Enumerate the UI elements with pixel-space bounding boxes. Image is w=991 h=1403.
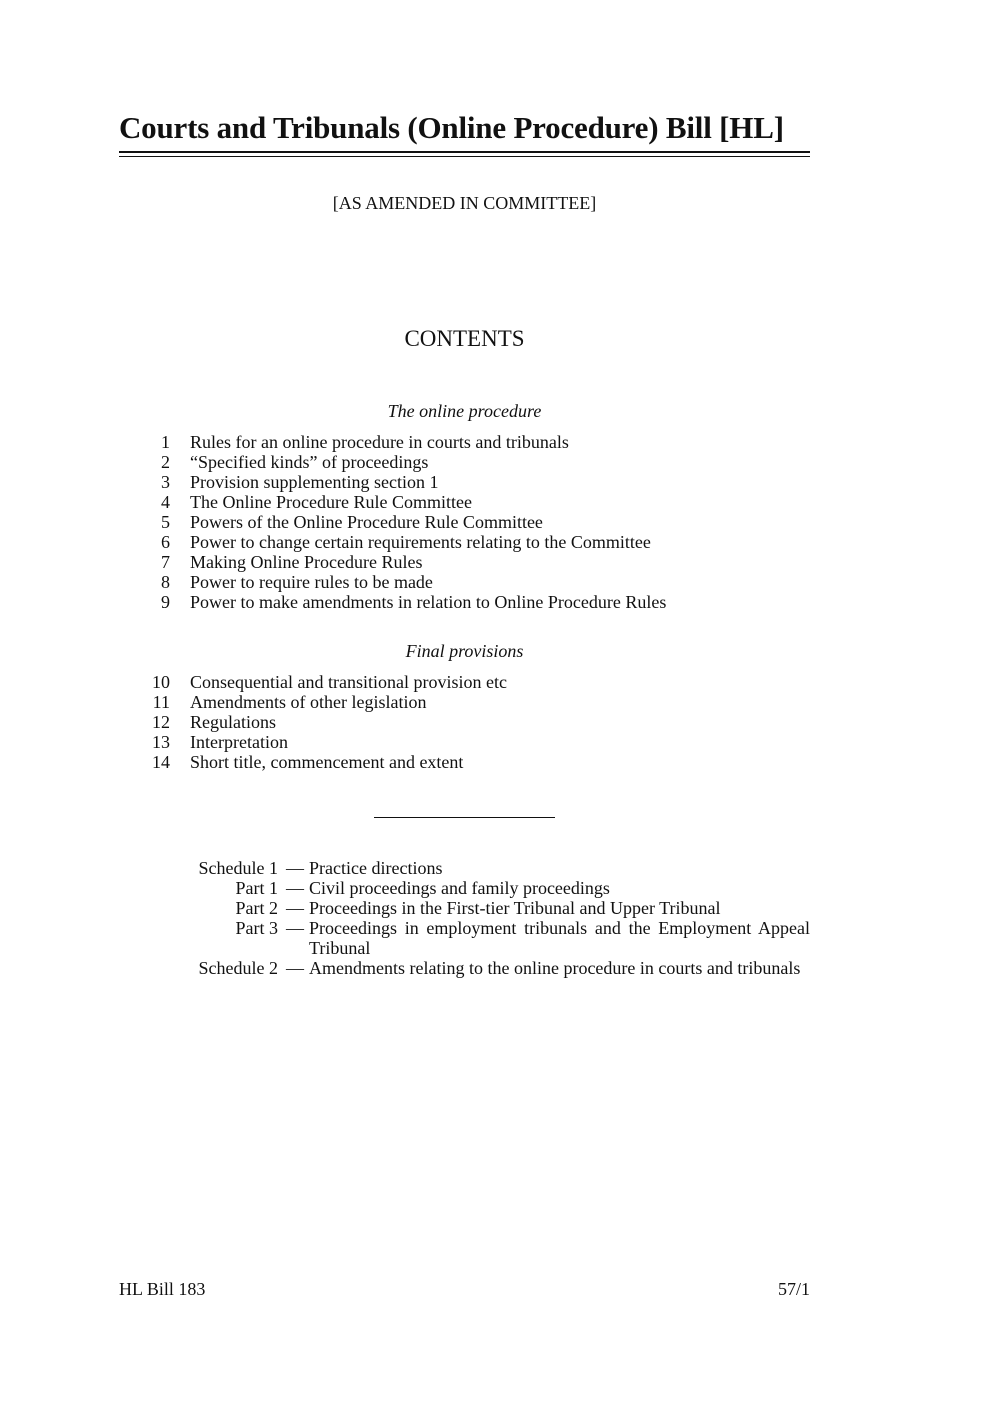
contents-item[interactable] [130, 552, 423, 572]
section-title[interactable]: Provision supplementing section 1 [190, 472, 439, 492]
contents-item[interactable] [130, 592, 667, 612]
section-number: 3 [161, 472, 170, 492]
section-heading: Final provisions [405, 641, 524, 661]
schedule-label: Part 1 [235, 878, 278, 898]
section-number: 2 [161, 452, 170, 472]
section-title[interactable]: Power to make amendments in relation to Online Procedure Rules [190, 592, 667, 612]
schedule-title[interactable]: Proceedings in employment tribunals and the Employment Appeal Tribunal [309, 918, 810, 958]
contents-item[interactable] [130, 432, 569, 452]
schedule-item[interactable] [150, 918, 810, 958]
section-title[interactable]: The Online Procedure Rule Committee [190, 492, 472, 512]
contents-item[interactable] [130, 672, 507, 692]
contents-item[interactable] [130, 472, 439, 492]
section-number: 1 [161, 432, 170, 452]
section-number: 14 [152, 752, 170, 772]
separator-rule [374, 817, 555, 818]
dash: — [286, 958, 304, 978]
dash: — [286, 918, 304, 938]
section-number: 4 [161, 492, 170, 512]
section-title[interactable]: Interpretation [190, 732, 288, 752]
section-title[interactable]: “Specified kinds” of proceedings [190, 452, 429, 472]
subtitle: [AS AMENDED IN COMMITTEE] [332, 193, 597, 213]
contents-item[interactable] [130, 572, 433, 592]
schedule-item[interactable] [150, 878, 810, 898]
page-reference: 57/1 [777, 1279, 810, 1299]
contents-item[interactable] [130, 532, 651, 552]
section-heading: The online procedure [387, 401, 542, 421]
section-title[interactable]: Making Online Procedure Rules [190, 552, 423, 572]
section-number: 6 [161, 532, 170, 552]
section-title[interactable]: Power to require rules to be made [190, 572, 433, 592]
schedule-label: Part 2 [235, 898, 278, 918]
title-rule-thick [119, 151, 810, 153]
schedule-label: Schedule 2 [198, 958, 278, 978]
contents-item[interactable] [130, 752, 464, 772]
bill-number: HL Bill 183 [119, 1279, 206, 1299]
contents-item[interactable] [130, 492, 472, 512]
bill-title: Courts and Tribunals (Online Procedure) Bill [HL] [119, 110, 784, 145]
section-number: 5 [161, 512, 170, 532]
section-title[interactable]: Amendments of other legislation [190, 692, 427, 712]
section-title[interactable]: Rules for an online procedure in courts and tribunals [190, 432, 569, 452]
section-number: 9 [161, 592, 170, 612]
schedule-item[interactable] [150, 958, 810, 978]
contents-item[interactable] [130, 712, 276, 732]
dash: — [286, 898, 304, 918]
section-title[interactable]: Short title, commencement and extent [190, 752, 464, 772]
section-number: 7 [161, 552, 170, 572]
contents-item[interactable] [130, 732, 288, 752]
contents-heading: CONTENTS [404, 326, 525, 351]
contents-item[interactable] [130, 452, 429, 472]
schedule-title[interactable]: Civil proceedings and family proceedings [309, 878, 610, 898]
schedule-title[interactable]: Amendments relating to the online procedure in courts and tribunals [309, 958, 801, 978]
schedule-label: Part 3 [235, 918, 278, 938]
section-title[interactable]: Consequential and transitional provision etc [190, 672, 507, 692]
section-number: 8 [161, 572, 170, 592]
title-rule-thin [119, 156, 810, 157]
section-title[interactable]: Powers of the Online Procedure Rule Committee [190, 512, 543, 532]
schedule-title[interactable]: Proceedings in the First-tier Tribunal and Upper Tribunal [309, 898, 721, 918]
schedule-title[interactable]: Practice directions [309, 858, 443, 878]
schedule-label: Schedule 1 [198, 858, 278, 878]
section-title[interactable]: Power to change certain requirements relating to the Committee [190, 532, 651, 552]
dash: — [286, 878, 304, 898]
section-number: 10 [152, 672, 170, 692]
contents-item[interactable] [130, 692, 427, 712]
section-number: 12 [152, 712, 170, 732]
contents-item[interactable] [130, 512, 543, 532]
dash: — [286, 858, 304, 878]
schedule-item[interactable] [150, 898, 810, 918]
section-title[interactable]: Regulations [190, 712, 276, 732]
section-number: 11 [152, 692, 170, 712]
section-number: 13 [152, 732, 170, 752]
schedule-item[interactable] [150, 858, 810, 878]
